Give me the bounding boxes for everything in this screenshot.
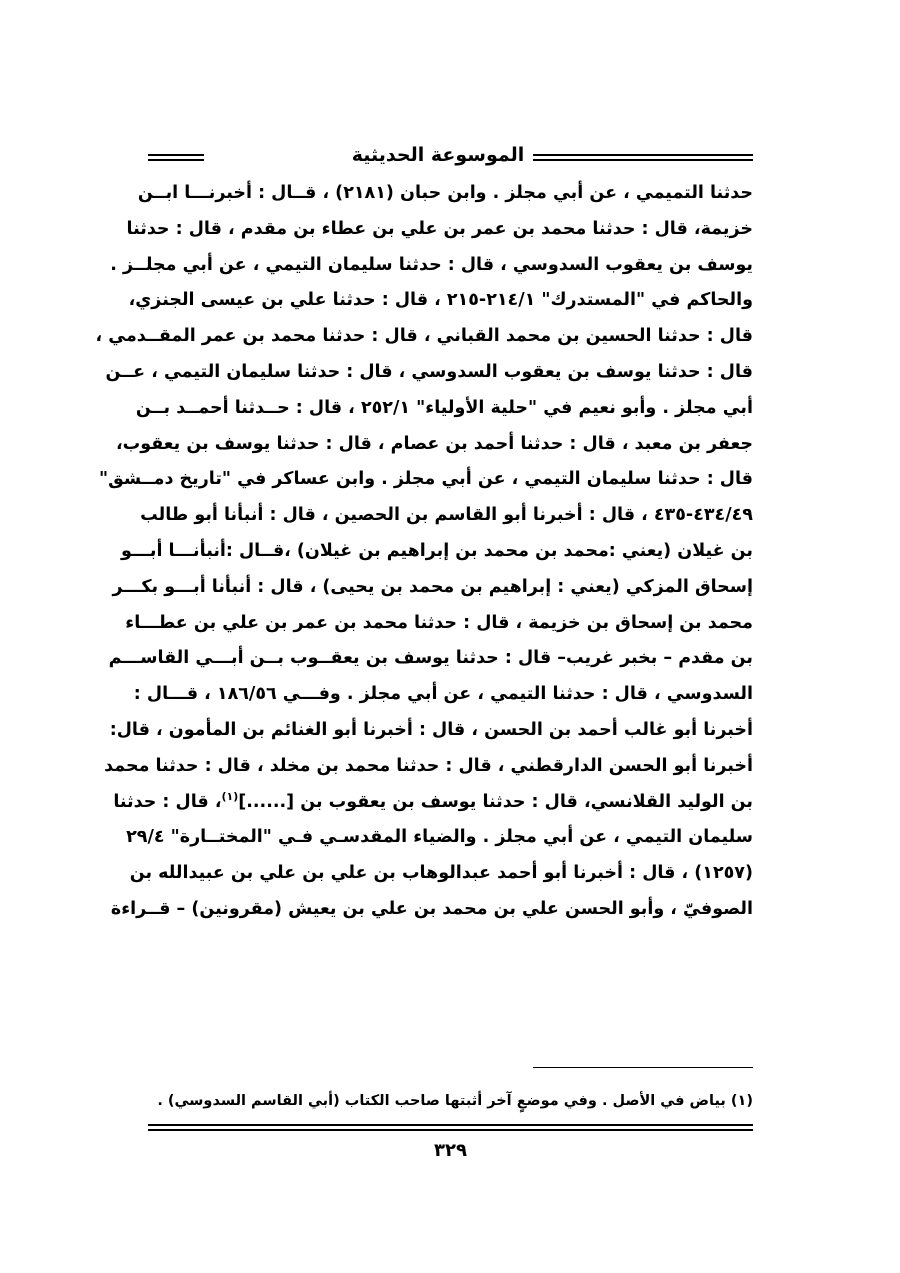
text-line: قال : حدثنا سليمان التيمي ، عن أبي مجلز . وابن عساكر في "تاريخ دمــشق" (98, 469, 753, 490)
text-line-with-footnote (113, 785, 753, 821)
text-segment: بن الوليد القلانسي، قال : حدثنا يوسف بن يعقوب بن [......] (238, 791, 753, 812)
text-segment: ، قال : حدثنا (113, 791, 222, 812)
footnote-marker[interactable]: (١) (221, 789, 239, 803)
text-line: أخبرنا أبو غالب أحمد بن الحسن ، قال : أخبرنا أبو الغنائم بن المأمون ، قال: (109, 719, 753, 740)
text-line: جعفر بن معبد ، قال : حدثنا أحمد بن عصام ، قال : حدثنا يوسف بن يعقوب، (116, 433, 753, 454)
text-line: إسحاق المزكي (يعني : إبراهيم بن محمد بن يحيى) ، قال : أنبأنا أبـــو بكـــر (112, 576, 753, 597)
header-rule-right (533, 154, 753, 161)
text-line: أخبرنا أبو الحسن الدارقطني ، قال : حدثنا محمد بن مخلد ، قال : حدثنا محمد (104, 755, 753, 776)
text-line: سليمان التيمي ، عن أبي مجلز . والضياء المقدسـي فـي "المختــارة" ٢٩/٤ (126, 827, 753, 848)
header-rule-left (148, 154, 204, 161)
text-line: بن غيلان (يعني :محمد بن محمد بن إبراهيم بن غيلان) ،قــال :أنبأنـــا أبـــو (120, 540, 753, 561)
text-line: السدوسي ، قال : حدثنا التيمي ، عن أبي مجلز . وفـــي ١٨٦/٥٦ ، قـــال : (133, 684, 753, 705)
text-line: (١٢٥٧) ، قال : أخبرنا أبو أحمد عبدالوهاب بن علي بن علي بن عبيدالله بن (129, 863, 753, 884)
text-line: حدثنا التميمي ، عن أبي مجلز . وابن حبان (٢١٨١) ، قــال : أخبرنـــا ابــن (137, 183, 753, 203)
text-line: قال : حدثنا الحسين بن محمد القباني ، قال : حدثنا محمد بن عمر المقــدمي ، (95, 326, 753, 347)
text-line: خزيمة، قال : حدثنا محمد بن عمر بن علي بن عطاء بن مقدم ، قال : حدثنا (126, 218, 753, 239)
footnote: (١) بياض في الأصل . وفي موضعٍ آخر أثبتها صاحب الكتاب (أبي القاسم السدوسي) . (157, 1093, 753, 1109)
text-line: والحاكم في "المستدرك" ٢١٤/١-٢١٥ ، قال : حدثنا علي بن عيسى الجنزي، (128, 290, 753, 311)
body-text (95, 176, 753, 928)
header-title: الموسوعة الحديثية (351, 144, 525, 166)
text-line: يوسف بن يعقوب السدوسي ، قال : حدثنا سليمان التيمي ، عن أبي مجلــز . (110, 254, 753, 275)
text-line: ٤٣٤/٤٩-٤٣٥ ، قال : أخبرنا أبو القاسم بن الحصين ، قال : أنبأنا أبو طالب (140, 505, 753, 526)
text-line: قال : حدثنا يوسف بن يعقوب السدوسي ، قال : حدثنا سليمان التيمي ، عــن (105, 361, 753, 382)
footer-rule (148, 1124, 753, 1131)
footnote-separator (533, 1067, 753, 1068)
text-line: بن مقدم – بخبر غريب– قال : حدثنا يوسف بن يعقــوب بــن أبـــي القاســـم (108, 648, 753, 669)
text-line: أبي مجلز . وأبو نعيم في "حلية الأولياء" ٢٥٢/١ ، قال : حــدثنا أحمــد بــن (135, 397, 753, 418)
page-number: ٣٢٩ (434, 1140, 467, 1161)
text-line: الصوفيّ ، وأبو الحسن علي بن محمد بن علي بن يعيش (مقرونين) – قــراءة (110, 898, 753, 919)
running-header (148, 140, 753, 176)
text-line: محمد بن إسحاق بن خزيمة ، قال : حدثنا محمد بن عمر بن علي بن عطـــاء (125, 612, 753, 633)
